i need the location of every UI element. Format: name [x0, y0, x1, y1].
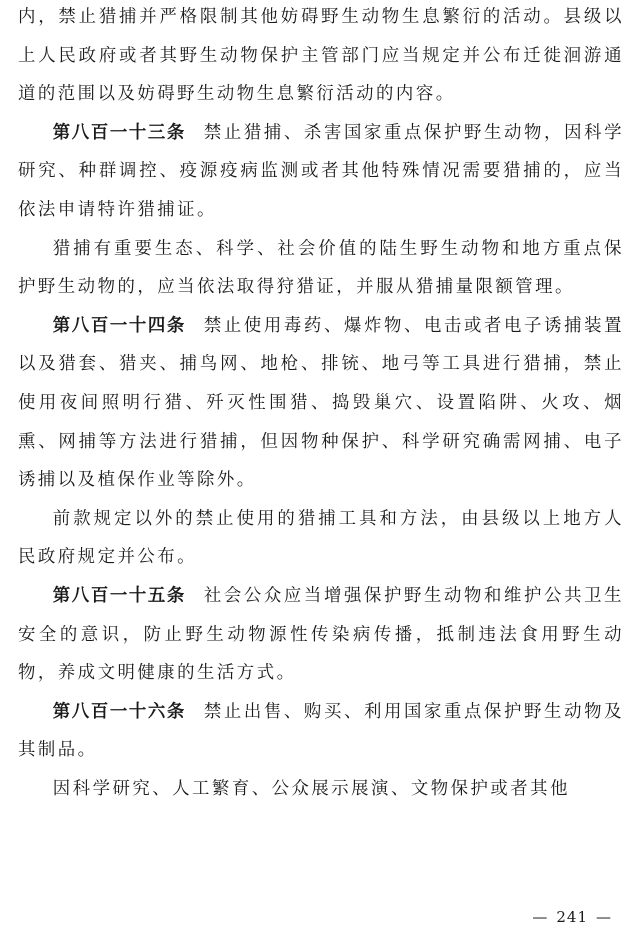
paragraph-text: 因科学研究、人工繁育、公众展示展演、文物保护或者其他	[52, 778, 570, 799]
paragraph-text: 内，禁止猎捕并严格限制其他妨碍野生动物生息繁衍的活动。县级以上人民政府或者其野生动物保护主管部门应当规定并公布迁徙洄游通道的范围以及妨碍野生动物生息繁衍活动的内容。	[18, 7, 624, 105]
article-815	[18, 577, 624, 693]
paragraph-text: 禁止使用毒药、爆炸物、电击或者电子诱捕装置以及猎套、猎夹、捕鸟网、地枪、排铳、地弓等工具进行猎捕，禁止使用夜间照明行猎、歼灭性围猎、捣毁巢穴、设置陷阱、火攻、烟熏、网捕等方法进行猎捕，但因物种保护、科学研究确需网捕、电子诱捕以及植保作业等除外。	[18, 315, 624, 491]
article-814	[18, 307, 624, 500]
paragraph-text: 猎捕有重要生态、科学、社会价值的陆生野生动物和地方重点保护野生动物的，应当依法取得狩猎证，并服从猎捕量限额管理。	[18, 238, 624, 298]
paragraph-text: 禁止出售、购买、利用国家重点保护野生动物及其制品。	[18, 701, 624, 761]
article-number: 第八百一十五条	[52, 585, 186, 606]
article-816	[18, 693, 624, 770]
paragraph-text: 前款规定以外的禁止使用的猎捕工具和方法，由县级以上地方人民政府规定并公布。	[18, 508, 624, 568]
page-number: 241	[556, 908, 588, 926]
paragraph-text: 禁止猎捕、杀害国家重点保护野生动物，因科学研究、种群调控、疫源疫病监测或者其他特殊情况需要猎捕的，应当依法申请特许猎捕证。	[18, 122, 624, 220]
paragraph-text: 社会公众应当增强保护野生动物和维护公共卫生安全的意识，防止野生动物源性传染病传播，抵制违法食用野生动物，养成文明健康的生活方式。	[18, 585, 624, 684]
footer-dash-right: —	[596, 908, 612, 926]
paragraph-1	[18, 0, 624, 114]
article-813	[18, 114, 624, 230]
article-number: 第八百一十六条	[52, 701, 186, 722]
document-page	[18, 0, 624, 808]
paragraph-8	[18, 770, 624, 809]
paragraph-3	[18, 230, 624, 307]
footer-dash-left: —	[532, 908, 549, 926]
article-number: 第八百一十三条	[52, 122, 186, 143]
article-number: 第八百一十四条	[52, 315, 186, 336]
page-footer	[524, 908, 620, 926]
paragraph-5	[18, 500, 624, 577]
